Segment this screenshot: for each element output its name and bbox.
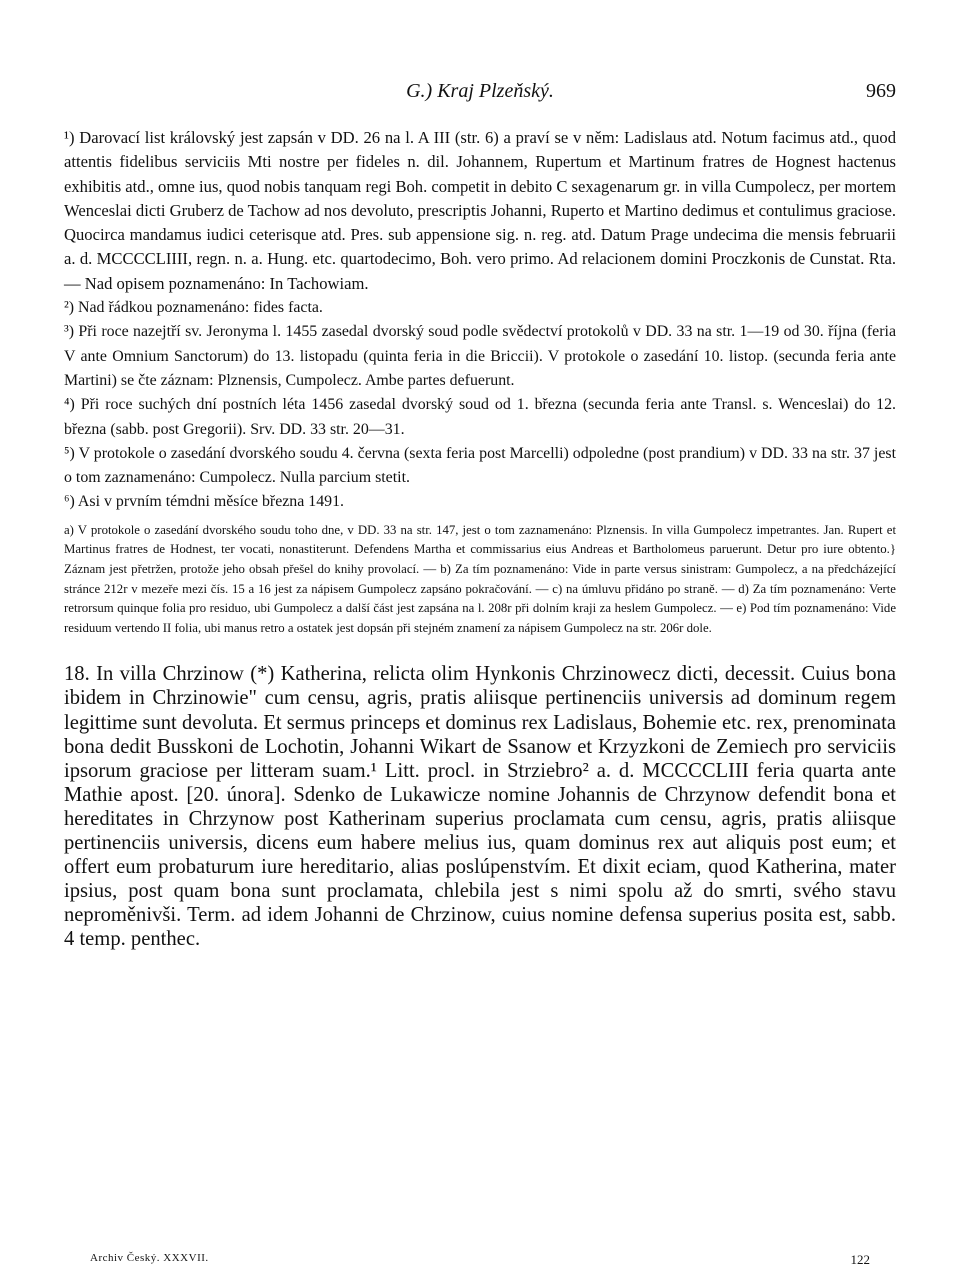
record-entry xyxy=(64,662,896,951)
footnotes xyxy=(64,126,896,515)
footnote-1: ¹) Darovací list královský jest zapsán v DD. 26 na l. A III (str. 6) a praví se v něm: Ladislaus atd. Notum facimus atd., quod attentis fidelibus serviciis Mti nostre per fideles n. dil. Johannem, Rupertum et Martinum fratres de Hognest hactenus exhibitis atd., omne ius, quod nobis tanquam regi Boh. competit in debito C sexagenarum gr. in villa Cumpolecz, per mortem Wenceslai dicti Gruberz de Tachow ad nos devoluto, prescriptis Johanni, Ruperto et Martino dedimus et contulimus graciose. Quocirca mandamus iudici ceterisque atd. Pres. sub appensione sig. n. reg. atd. Datum Prage undecima die mensis februarii a. d. MCCCCLIIII, regn. n. a. Hung. etc. quartodecimo, Boh. vero primo. Ad relacionem domini Proczkonis de Cunstat. Rta. — Nad opisem poznamenáno: In Tachowiam. xyxy=(64,128,896,293)
footer-sheet-number: 122 xyxy=(850,1252,870,1267)
footnote-2: ²) Nad řádkou poznamenáno: fides facta. xyxy=(64,299,323,317)
footnote-4: ⁴) Při roce suchých dní postních léta 1456 zasedal dvorský soud od 1. března (secunda feria ante Transl. s. Wenceslai) do 12. března (sabb. post Gregorii). Srv. DD. 33 str. 20—31. xyxy=(64,396,896,438)
page-number: 969 xyxy=(866,80,896,102)
lettered-notes-text: a) V protokole o zasedání dvorského soudu toho dne, v DD. 33 na str. 147, jest o tom zaznamenáno: Plznensis. In villa Gumpolecz impetrantes. Jan. Rupert et Martinus fratres de Hodnest, ter vocati, nonastiterunt. Defendens Martha et commissarius eius Andreas et Bartholomeus paruerunt. Detur pro iure obtento.} Záznam jest přetržen, protože jeho obsah přešel do knihy provolací. — b) Za tím poznamenáno: Vide in parte versus sinistram: Gumpolecz, a na předcházející stránce 212r v mezeře mezi čís. 15 a 16 jest za nápisem Gumpolecz zapsáno pokračování. — c) na úmluvu přidáno po straně. — d) Za tím poznamenáno: Verte retrorsum quinque folia pro residuo, ubi Gumpolecz a další část jest zapsána na l. 208r při dolním kraji za heslem Gumpolecz. — e) Pod tím poznamenáno: Vide residuum vertendo II folia, ubi manus retro a ostatek jest dopsán při stejném znamení za nápisem Gumpolecz na str. 206r dole. xyxy=(64,522,896,635)
page-footer xyxy=(90,1252,870,1268)
lettered-notes xyxy=(64,521,896,639)
entry-text: In villa Chrzinow (*) Katherina, relicta olim Hynkonis Chrzinowecz dicti, decessit. Cuius bona ibidem in Chrzinowie" cum censu, agris, pratis aliisque pertinenciis universis ad dominum regem legittime sunt devoluta. Et sermus princeps et dominus rex Ladislaus, Bohemie etc. rex, prenominata bona dedit Busskoni de Lochotin, Johanni Wikart de Ssanow et Krzyzkoni de Zemiech pro serviciis ipsorum graciose per litteram suam.¹ Litt. procl. in Strziebro² a. d. MCCCCLIII feria quarta ante Mathie apost. [20. února]. Sdenko de Lukawicze nomine Johannis de Chrzynow defendit bona et hereditates in Chrzynow post Katherinam superius proclamata cum censu, agris, pratis aliisque pertinenciis universis, dicens eum habere melius ius, quam dominus rex aut aliquis post eum; et offert eum probaturum iure hereditario, alias poslúpenstvím. Et dixit eciam, quod Katherina, mater ipsius, post quam bona sunt proclamata, chlebila jest s nimi spolu až do smrti, svého stavu neproměnivši. Term. ad idem Johanni de Chrzinow, cuius nomine defensa superius posita est, sabb. 4 temp. penthec. xyxy=(64,663,896,951)
footnote-3: ³) Při roce nazejtří sv. Jeronyma l. 1455 zasedal dvorský soud podle svědectví protokolů v DD. 33 na str. 1—19 od 30. října (feria V ante Omnium Sanctorum) do 13. listopadu (quinta feria in die Briccii). V protokole o zasedání 10. listop. (secunda feria ante Martini) se čte záznam: Plznensis, Cumpolecz. Ambe partes defuerunt. xyxy=(64,323,896,389)
running-header xyxy=(64,80,896,112)
footnote-6: ⁶) Asi v prvním témdni měsíce března 1491. xyxy=(64,493,345,511)
page-title: G.) Kraj Plzeňský. xyxy=(406,80,554,102)
footer-signature: Archiv Český. XXXVII. xyxy=(90,1252,209,1264)
footnote-5: ⁵) V protokole o zasedání dvorského soudu 4. června (sexta feria post Marcelli) odpoledne (post prandium) v DD. 33 na str. 37 jest o tom zaznamenáno: Cumpolecz. Nulla parcium stetit. xyxy=(64,444,896,487)
entry-paragraph xyxy=(64,662,896,951)
document-page xyxy=(64,80,896,951)
entry-number: 18. xyxy=(64,663,90,686)
